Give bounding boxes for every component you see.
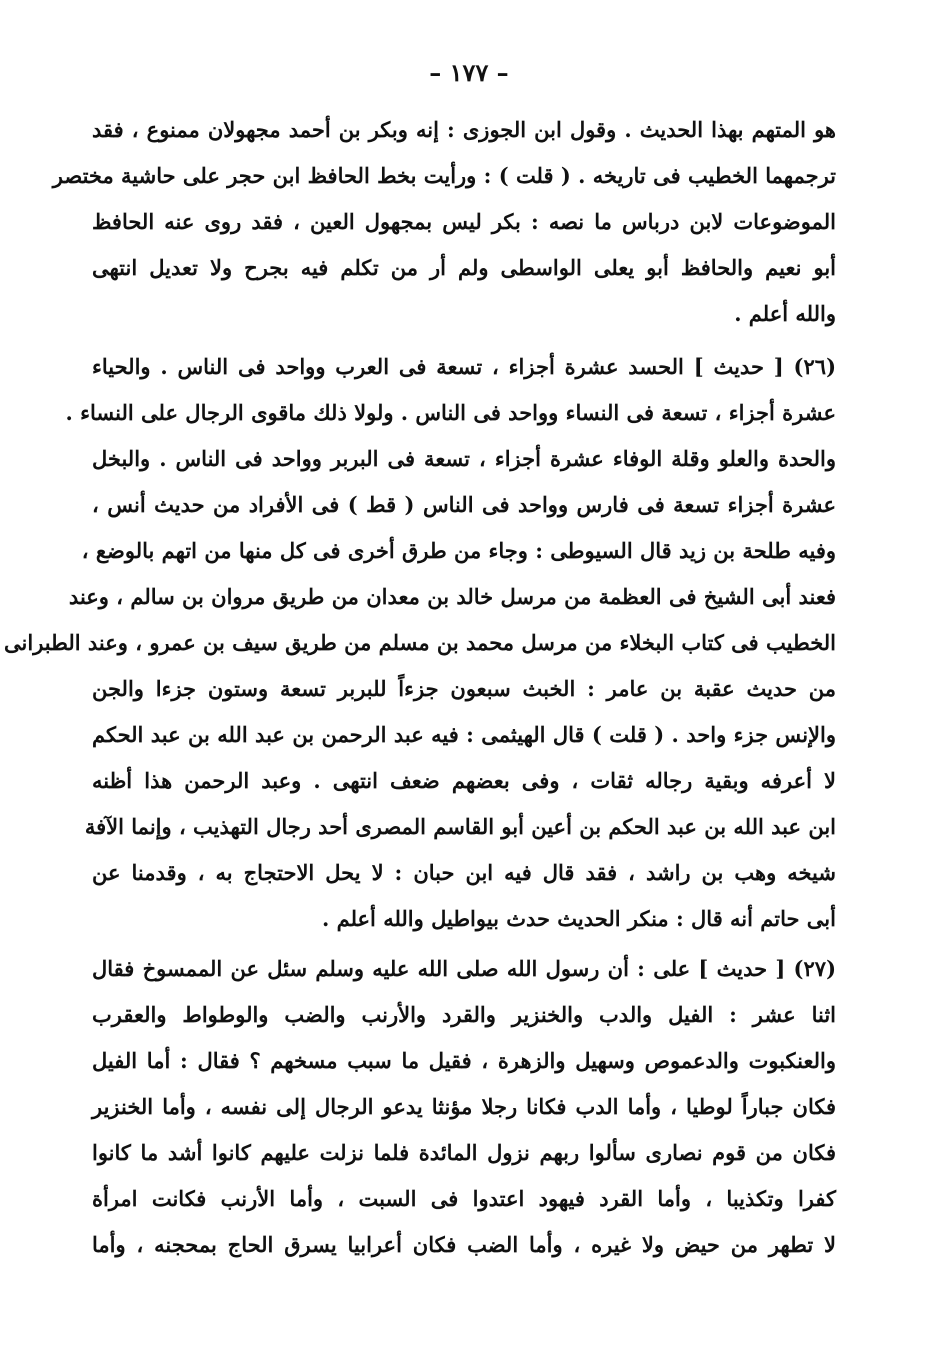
text-line: الخطيب فى كتاب البخلاء من مرسل محمد بن مسلم من طريق سيف بن عمرو ، وعند الطبرانى [4,630,836,655]
text-line: (٢٦) [ حديث ] الحسد عشرة أجزاء ، تسعة فى العرب وواحد فى الناس . والحياء [92,354,836,379]
text-line: فعند أبى الشيخ فى العظمة من مرسل خالد بن معدان من طريق مروان بن سالم ، وعند [68,584,836,609]
text-line: كفرا وتكذيبا ، وأما القرد فيهود اعتدوا فى السبت ، وأما الأرنب فكانت امرأة [92,1186,836,1211]
text-line: وفيه طلحة بن زيد قال السيوطى : وجاء من طرق أخرى فى كل منها من اتهم بالوضع ، [81,538,836,563]
paragraph-commentary [52,107,836,337]
text-line: أبى حاتم أنه قال : منكر الحديث حدث بيواطيل والله أعلم . [321,906,836,931]
text-line: الموضوعات لابن درباس ما نصه : بكر ليس بمجهول العين ، فقد روى عنه الحافظ [92,209,836,234]
text-line: ابن عبد الله بن عبد الحكم بن أعين أبو القاسم المصرى أحد رجال التهذيب ، وإنما الآفة [84,814,836,839]
text-line: شيخه وهب بن راشد ، فقد قال فيه ابن حبان : لا يحل الاحتجاج به ، وقدمنا عن [92,860,836,885]
text-line: أبو نعيم والحافظ أبو يعلى الواسطى ولم أر من تكلم فيه بجرح ولا تعديل انتهى [92,255,836,280]
text-line: عشرة أجزاء تسعة فى فارس وواحد فى الناس ( قط ) فى الأفراد من حديث أنس ، [92,492,836,517]
text-line: والإنس جزء واحد . ( قلت ) قال الهيثمى : فيه عبد الرحمن بن عبد الله بن عبد الحكم [92,722,836,747]
text-line: ترجمهما الخطيب فى تاريخه . ( قلت ) : ورأيت بخط الحافظ ابن حجر على حاشية مختصر [52,163,836,188]
text-line: والعنكبوت والدعموص وسهيل والزهرة ، فقيل ما سبب مسخهم ؟ فقال : أما الفيل [92,1048,836,1073]
text-line: هو المتهم بهذا الحديث . وقول ابن الجوزى : إنه وبكر بن أحمد مجهولان ممنوع ، فقد [92,117,836,142]
text-line: والحدة والعلو وقلة الوفاء عشرة أجزاء ، تسعة فى البربر وواحد فى الناس . والبخل [92,446,836,471]
text-line: فكان جباراً لوطيا ، وأما الدب فكانا رجلا مؤنثا يدعو الرجال إلى نفسه ، وأما الخنزير [92,1094,836,1119]
paragraph-hadith-27 [92,946,836,1268]
text-line: والله أعلم . [734,301,836,326]
text-line: من حديث عقبة بن عامر : الخبث سبعون جزءاً للبربر تسعة وستون جزءا والجن [92,676,836,701]
text-line: عشرة أجزاء ، تسعة فى النساء وواحد فى الناس . ولولا ذلك ماقوى الرجال على النساء . [65,400,836,425]
paragraph-hadith-26 [4,344,836,942]
page-number: – ١٧٧ – [429,58,509,87]
text-line: لا أعرفه وبقية رجاله ثقات ، وفى بعضهم ضعف انتهى . وعبد الرحمن هذا أظنه [92,768,836,793]
text-line: (٢٧) [ حديث ] على : أن رسول الله صلى الله عليه وسلم سئل عن الممسوخ فقال [92,956,836,981]
text-line: فكان من قوم نصارى سألوا ربهم نزول المائدة فلما نزلت عليهم كانوا أشد ما كانوا [92,1140,836,1165]
text-line: لا تطهر من حيض ولا غيره ، وأما الضب فكان أعرابيا يسرق الحاج بمحجنه ، وأما [92,1232,836,1257]
text-line: اثنا عشر : الفيل والدب والخنزير والقرد والأرنب والضب والوطواط والعقرب [92,1002,836,1027]
